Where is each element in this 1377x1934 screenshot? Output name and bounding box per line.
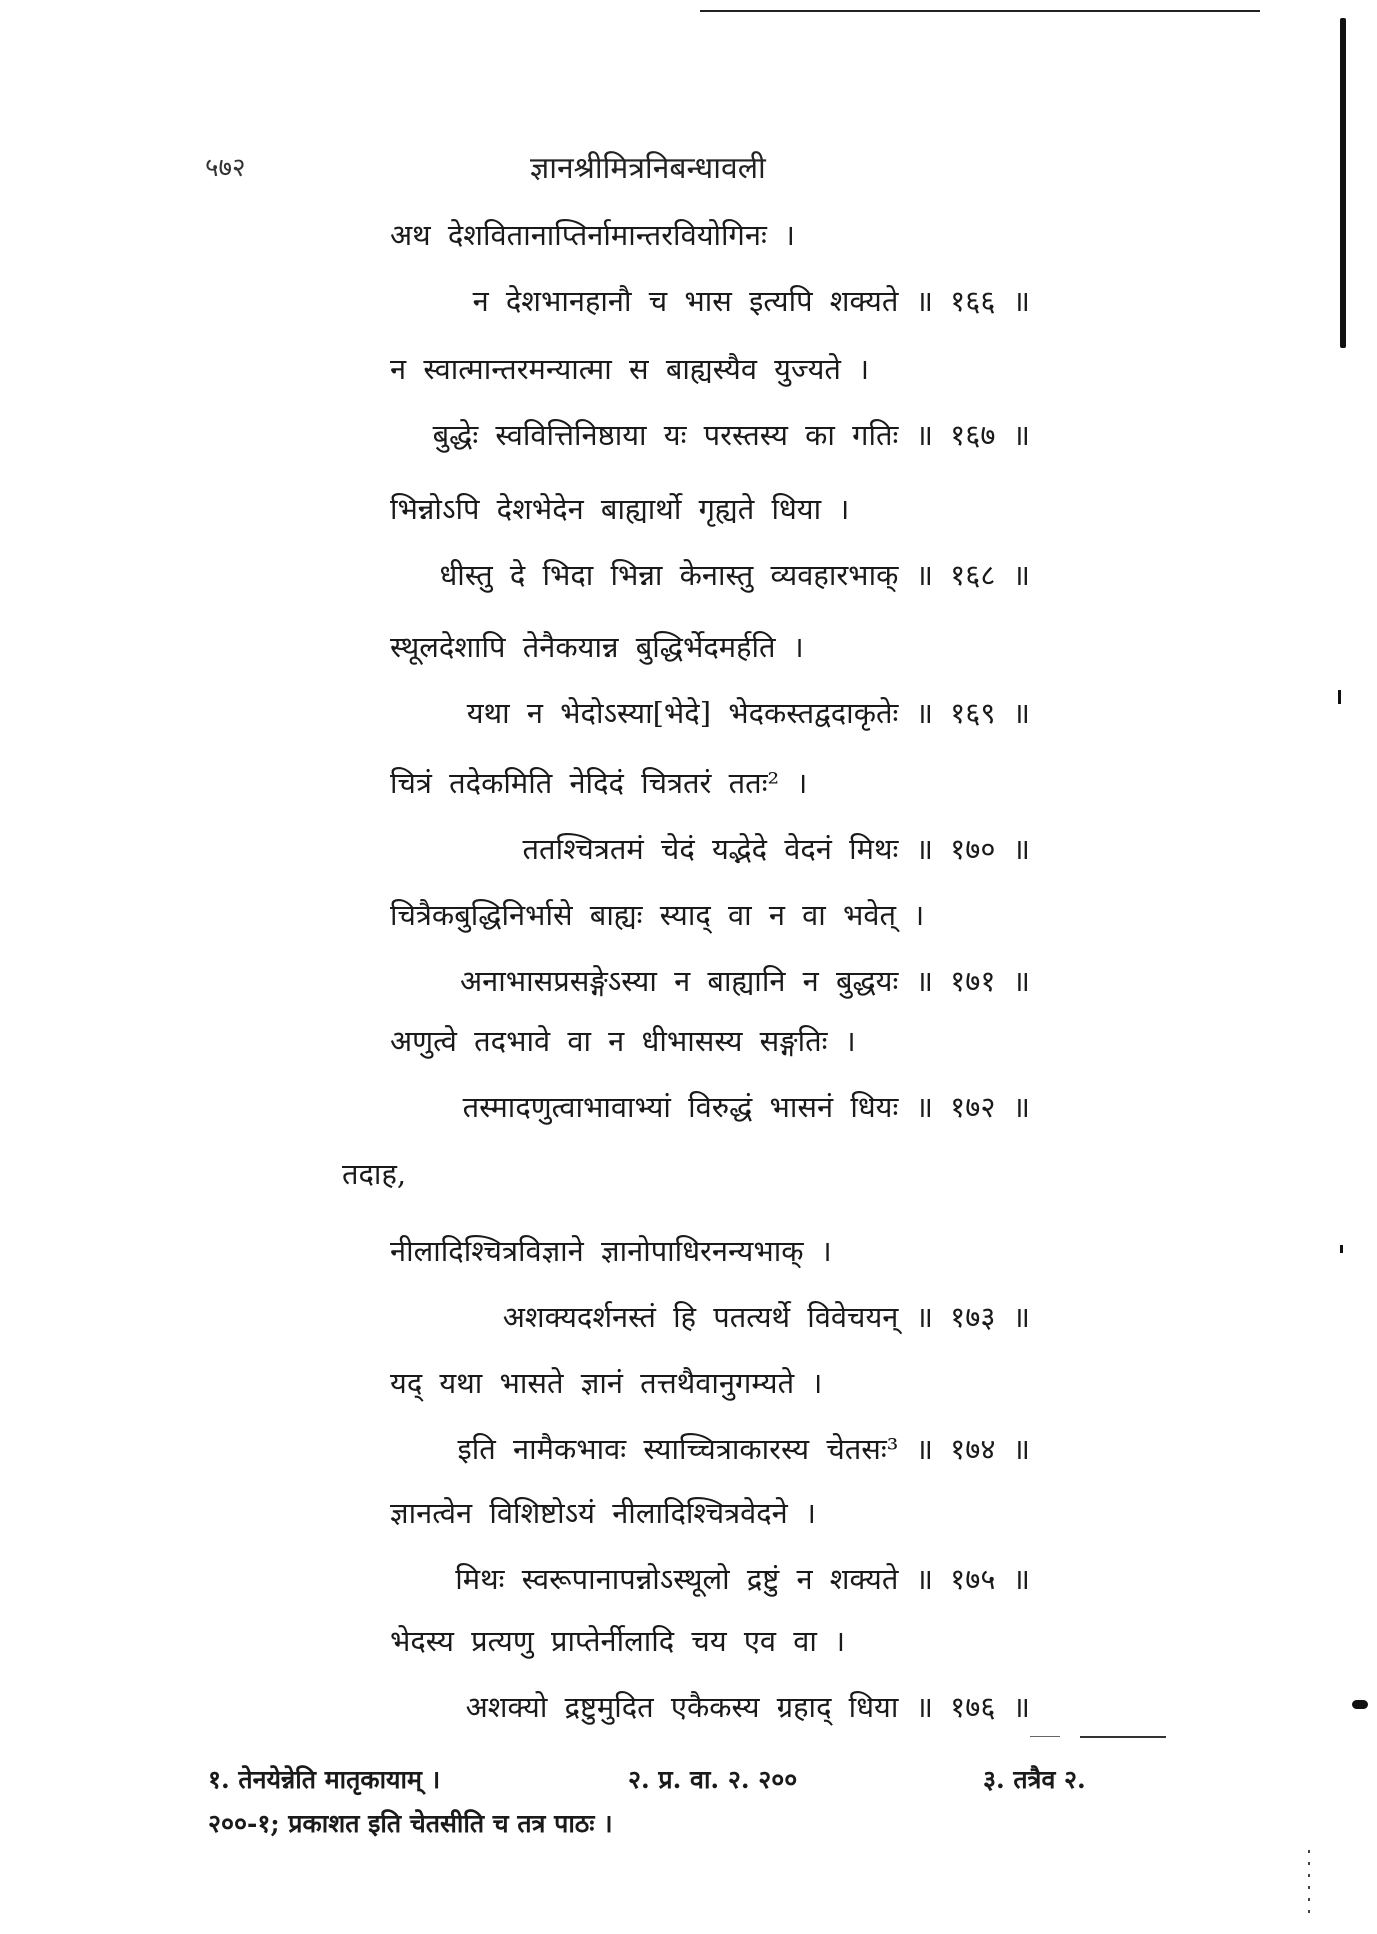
verse-line: स्थूलदेशापि तेनैकयान्न बुद्धिर्भेदमर्हति । <box>390 630 804 664</box>
verse-174 <box>390 1364 1030 1468</box>
verse-line: मिथः स्वरूपानापन्नोऽस्थूलो द्रष्टुं न शक्यते ॥ १७५ ॥ <box>455 1562 1030 1596</box>
footnote-rule <box>1080 1736 1166 1738</box>
prose-tadaha: तदाह, <box>342 1157 407 1191</box>
verse-line: अथ देशवितानाप्तिर्नामान्तरवियोगिनः । <box>390 218 796 252</box>
verse-166 <box>390 216 1030 320</box>
verse-173 <box>390 1232 1030 1336</box>
verse-171 <box>390 896 1030 1000</box>
verse-line: इति नामैकभावः स्याच्चित्राकारस्य चेतसः³ ॥ १७४ ॥ <box>457 1432 1030 1466</box>
verse-line: ततश्चित्रतमं चेदं यद्भेदे वेदनं मिथः ॥ १७० ॥ <box>522 832 1030 866</box>
verse-line: धीस्तु दे भिदा भिन्ना केनास्तु व्यवहारभाक् ॥ १६८ ॥ <box>439 558 1030 592</box>
verse-line: यद् यथा भासते ज्ञानं तत्तथैवानुगम्यते । <box>390 1366 823 1400</box>
verse-line: बुद्धेः स्ववित्तिनिष्ठाया यः परस्तस्य का गतिः ॥ १६७ ॥ <box>432 418 1030 452</box>
verse-172 <box>390 1022 1030 1126</box>
running-title: ज्ञानश्रीमित्रनिबन्धावली <box>530 151 766 186</box>
footnote-2: २. प्र. वा. २. २०० <box>628 1765 798 1794</box>
footnotes <box>208 1760 1208 1848</box>
verse-line: यथा न भेदोऽस्या[भेदे] भेदकस्तद्वदाकृतेः ॥ १६९ ॥ <box>466 696 1030 730</box>
scan-margin-mark <box>1340 18 1346 348</box>
verse-line: भेदस्य प्रत्यणु प्राप्तेर्नीलादि चय एव वा । <box>390 1624 846 1658</box>
verse-170 <box>390 764 1030 868</box>
footnote-row <box>208 1804 1208 1848</box>
scan-speck <box>1340 1245 1343 1253</box>
verse-176 <box>390 1622 1030 1726</box>
verse-line: न देशभानहानौ च भास इत्यपि शक्यते ॥ १६६ ॥ <box>472 284 1030 318</box>
top-rule <box>700 10 1260 12</box>
verse-line: भिन्नोऽपि देशभेदेन बाह्यार्थो गृह्यते धिया । <box>390 492 850 526</box>
verse-line: न स्वात्मान्तरमन्यात्मा स बाह्यस्यैव युज्यते । <box>390 352 870 386</box>
verse-168 <box>390 490 1030 594</box>
scan-dots <box>1308 1850 1310 1920</box>
verse-175 <box>390 1494 1030 1598</box>
footnote-row <box>208 1760 1208 1804</box>
scan-blot <box>1352 1700 1368 1709</box>
verse-169 <box>390 628 1030 732</box>
footnote-rule <box>1030 1736 1060 1737</box>
footnote-3-continued: २००-१; प्रकाशत इति चेतसीति च तत्र पाठः । <box>208 1809 613 1838</box>
verse-line: अशक्यो द्रष्टुमुदित एकैकस्य ग्रहाद् धिया ॥ १७६ ॥ <box>465 1690 1030 1724</box>
verse-line: अणुत्वे तदभावे वा न धीभासस्य सङ्गतिः । <box>390 1024 856 1058</box>
verse-line: अशक्यदर्शनस्तं हि पतत्यर्थे विवेचयन् ॥ १७३ ॥ <box>502 1300 1030 1334</box>
verse-line: नीलादिश्चित्रविज्ञाने ज्ञानोपाधिरनन्यभाक् । <box>390 1234 832 1268</box>
verse-line: अनाभासप्रसङ्गेऽस्या न बाह्यानि न बुद्धयः ॥ १७१ ॥ <box>460 964 1030 998</box>
footnote-1: १. तेनयेन्नेति मातृकायाम् । <box>208 1765 441 1794</box>
verse-line: ज्ञानत्वेन विशिष्टोऽयं नीलादिश्चित्रवेदने । <box>390 1496 816 1530</box>
footnote-3: ३. तत्रैव २. <box>983 1765 1086 1794</box>
scan-speck <box>1338 690 1341 704</box>
verse-line: चित्रैकबुद्धिनिर्भासे बाह्यः स्याद् वा न वा भवेत् । <box>390 898 925 932</box>
verse-line: तस्मादणुत्वाभावाभ्यां विरुद्धं भासनं धियः ॥ १७२ ॥ <box>462 1090 1030 1124</box>
verse-167 <box>390 350 1030 454</box>
page-number: ५७२ <box>205 153 246 183</box>
verse-line: चित्रं तदेकमिति नेदिदं चित्रतरं ततः² । <box>390 766 808 800</box>
